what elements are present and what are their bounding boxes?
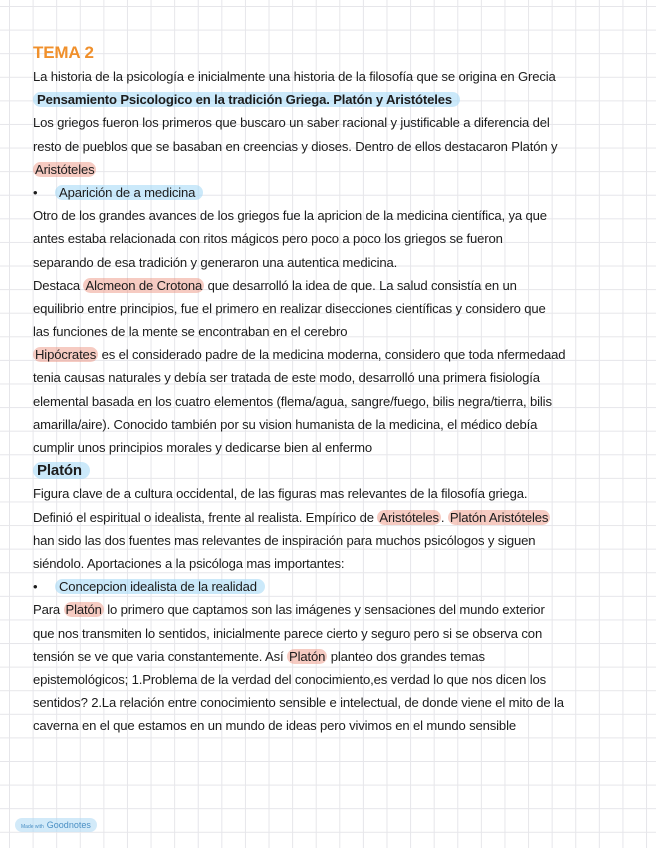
text-line: Definió el espiritual o idealista, frente al realista. Empírico de Aristóteles . Platón Aristóteles [33, 509, 549, 525]
text-line: tenia causas naturales y debía ser tratada de este modo, desarrolló una primera fisiología [33, 370, 540, 386]
bullet-icon: • [33, 184, 38, 200]
bullet-item: • Concepcion idealista de la realidad [33, 575, 633, 598]
text-line: Destaca Alcmeon de Crotona que desarrolló la idea de que. La salud consistía en un [33, 277, 517, 293]
page-title: TEMA 2 [33, 43, 94, 62]
text-line: Otro de los grandes avances de los griegos fue la apricion de la medicina científica, ya que [33, 208, 547, 224]
text-line: Aristóteles [35, 161, 95, 177]
text-line: epistemológicos; 1.Problema de la verdad del conocimiento,es verdad lo que nos dicen los [33, 671, 547, 687]
text-line: cumplir unos principios morales y dedicarse bien al enfermo [33, 440, 373, 455]
footer-prefix: Made with [21, 824, 44, 830]
text-line: que nos transmiten lo sentidos, inicialmente parece cierto y seguro pero si se observa con [33, 625, 543, 641]
text-line: Para Platón lo primero que captamos son las imágenes y sensaciones del mundo exterior [33, 602, 545, 618]
text-line: tensión se ve que varia constantemente. Así Platón planteo dos grandes temas [33, 648, 485, 664]
text-line: sentidos? 2.La relación entre conocimiento sensible e intelectual, de donde viene el mito de la [33, 695, 564, 711]
text-line: Hipócrates es el considerado padre de la medicina moderna, considero que toda nfermedaad [35, 347, 566, 363]
section-heading: Pensamiento Psicologico en la tradición Griega. Platón y Aristóteles [33, 88, 633, 111]
text-line: siéndolo. Aportaciones a la psicóloga mas importantes: [33, 555, 345, 571]
text-line: caverna en el que estamos en un mundo de ideas pero vivimos en el mundo sensible [33, 718, 516, 734]
text-line: Figura clave de a cultura occidental, de las figuras mas relevantes de la filosofía griega. [33, 486, 528, 502]
footer-brand: Goodnotes [46, 820, 91, 830]
text-line: equilibrio entre principios, fue el primero en realizar disecciones científicas y considero que [33, 300, 546, 316]
text-line: amarilla/aire). Conocido también por su vision humanista de la medicina, el médico debía [33, 416, 538, 432]
text-line: antes estaba relacionada con ritos mágicos pero poco a poco los griegos se fueron [33, 231, 503, 247]
made-with-goodnotes-badge [15, 818, 97, 832]
bullet-icon: • [33, 579, 38, 595]
text-line: elemental basada en los cuatro elementos (flema/agua, sangre/fuego, bilis negra/tierra, bilis [33, 393, 552, 409]
bullet-item: • Aparición de a medicina [33, 181, 633, 204]
text-line: Los griegos fueron los primeros que buscaro un saber racional y justificable a diferencia del [33, 115, 550, 131]
text-line: separando de esa tradición y generaron una autentica medicina. [33, 254, 398, 270]
note-page [33, 40, 633, 737]
text-line: las funciones de la mente se encontraban en el cerebro [33, 324, 348, 340]
text-line: han sido las dos fuentes mas relevantes de inspiración para muchos psicólogos y siguen [33, 532, 536, 548]
text-line: La historia de la psicología e inicialmente una historia de la filosofía que se origina en Grecia [33, 69, 556, 84]
text-line: resto de pueblos que se basaban en creencias y dioses. Dentro de ellos destacaron Platón y [33, 138, 558, 154]
section-heading: Platón [33, 459, 633, 482]
